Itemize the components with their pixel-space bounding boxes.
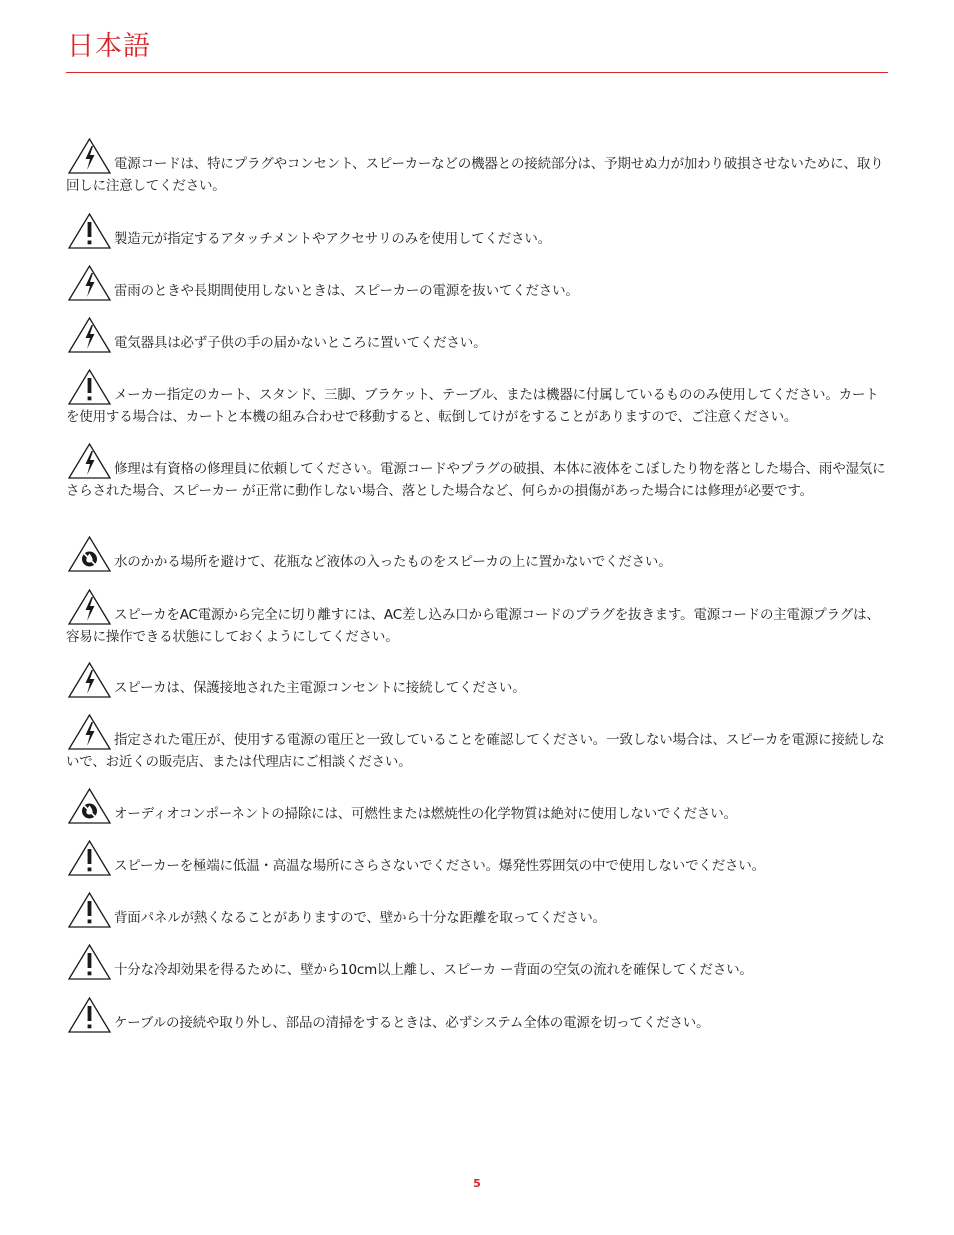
warning-item [66, 1012, 888, 1034]
electric-shock-icon [66, 137, 113, 175]
warning-item [66, 551, 888, 573]
warning-item [66, 280, 888, 302]
exclamation-warning-icon [66, 212, 113, 250]
warning-text: 電源コードは、特にプラグやコンセント、スピーカーなどの機器との接続部分は、予期せぬ力が加わり破損させないために、取り回しに注意してください。 [66, 156, 884, 194]
warning-item [66, 153, 888, 197]
warning-text: 電気器具は必ず子供の手の届かないところに置いてください。 [114, 335, 487, 351]
warning-text: 修理は有資格の修理員に依頼してください。電源コードやプラグの破損、本体に液体をこぼしたり物を落とした場合、雨や湿気にさらされた場合、スピーカー が正常に動作しない場合、落とした場合など、何らかの損傷があった場合には修理が必要です。 [66, 461, 886, 499]
electric-shock-icon [66, 661, 113, 699]
exclamation-warning-icon [66, 368, 113, 406]
exclamation-warning-icon [66, 891, 113, 929]
no-liquid-icon [66, 535, 113, 573]
title-divider [66, 72, 888, 73]
warning-text: スピーカーを極端に低温・高温な場所にさらさないでください。爆発性雰囲気の中で使用しないでください。 [114, 858, 765, 874]
warning-item [66, 458, 888, 502]
warning-item [66, 855, 888, 877]
electric-shock-icon [66, 442, 113, 480]
electric-shock-icon [66, 713, 113, 751]
no-liquid-icon [66, 787, 113, 825]
exclamation-warning-icon [66, 839, 113, 877]
warning-item [66, 332, 888, 354]
warning-item [66, 228, 888, 250]
warning-item [66, 384, 888, 428]
warning-text: 指定された電圧が、使用する電源の電圧と一致していることを確認してください。一致しない場合は、スピーカを電源に接続しないで、お近くの販売店、または代理店にご相談ください。 [66, 732, 885, 770]
warning-item [66, 677, 888, 699]
warning-text: 製造元が指定するアタッチメントやアクセサリのみを使用してください。 [114, 231, 552, 247]
warning-item [66, 907, 888, 929]
electric-shock-icon [66, 588, 113, 626]
page-number: 5 [473, 1177, 481, 1190]
warning-item [66, 604, 888, 648]
warning-item [66, 803, 888, 825]
electric-shock-icon [66, 264, 113, 302]
warning-text: 背面パネルが熱くなることがありますので、壁から十分な距離を取ってください。 [114, 910, 606, 926]
warning-text: オーディオコンポーネントの掃除には、可燃性または燃焼性の化学物質は絶対に使用しないでください。 [114, 806, 737, 822]
warning-text: スピーカをAC電源から完全に切り離すには、AC差し込み口から電源コードのプラグを抜きます。電源コードの主電源プラグは、容易に操作できる状態にしておくようにしてください。 [66, 607, 880, 645]
warning-text: 十分な冷却効果を得るために、壁から10cm以上離し、スピーカ ー背面の空気の流れを確保してください。 [114, 962, 753, 978]
warning-text: メーカー指定のカート、スタンド、三脚、ブラケット、テーブル、または機器に付属しているもののみ使用してください。カートを使用する場合は、カートと本機の組み合わせで移動すると、転倒してけがをすることがありますので、ご注意ください。 [66, 387, 879, 425]
warning-text: 雷雨のときや長期間使用しないときは、スピーカーの電源を抜いてください。 [114, 283, 579, 299]
warning-text: 水のかかる場所を避けて、花瓶など液体の入ったものをスピーカの上に置かないでください。 [114, 554, 672, 570]
warning-text: スピーカは、保護接地された主電源コンセントに接続してください。 [114, 680, 526, 696]
electric-shock-icon [66, 316, 113, 354]
warning-text: ケーブルの接続や取り外し、部品の清掃をするときは、必ずシステム全体の電源を切ってください。 [114, 1015, 710, 1031]
exclamation-warning-icon [66, 943, 113, 981]
warning-item [66, 959, 888, 981]
warning-item [66, 729, 888, 773]
page-title: 日本語 [67, 31, 151, 62]
exclamation-warning-icon [66, 996, 113, 1034]
